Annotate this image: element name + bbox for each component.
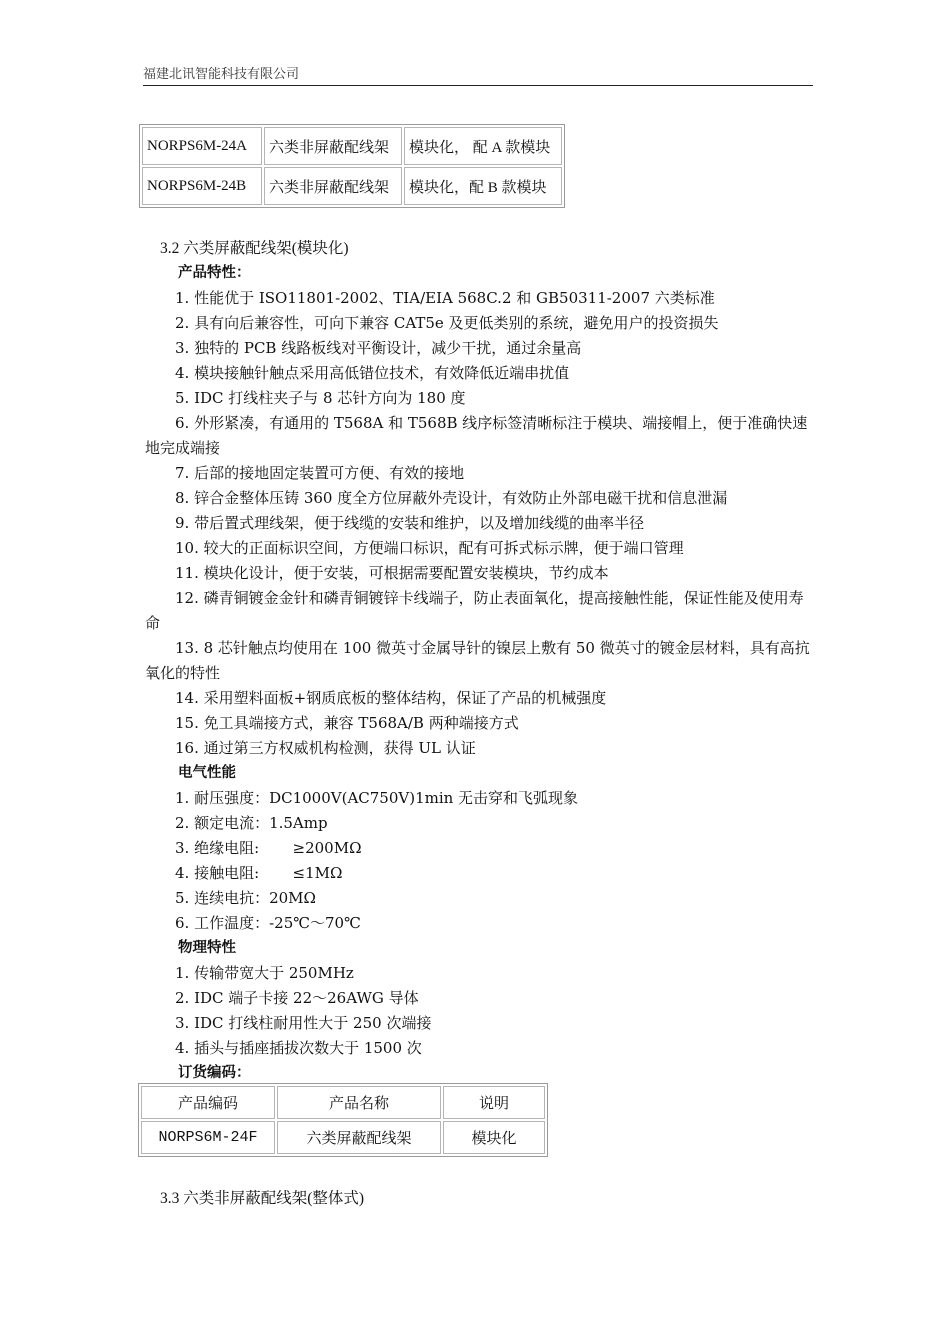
features-heading: 产品特性： [178,265,251,281]
list-item: 9. 带后置式理线架，便于线缆的安装和维护，以及增加线缆的曲率半径 [175,514,645,532]
physical-list [145,961,815,1061]
table-header-row [141,1086,545,1119]
list-item: 13. 8 芯针触点均使用在 100 微英寸金属导针的镍层上敷有 50 微英寸的镀金层材料，具有高抗氧化的特性 [145,639,810,682]
table-header-cell: 产品编码 [141,1086,275,1119]
section-3-3-title: 3.3 六类非屏蔽配线架(整体式) [160,1190,365,1207]
section-title: 3.2 六类屏蔽配线架(模块化) [160,240,349,257]
list-item: 12. 磷青铜镀金金针和磷青铜镀锌卡线端子，防止表面氧化，提高接触性能，保证性能及使用寿命 [145,589,804,632]
table-row [141,1121,545,1154]
table-header-cell: 说明 [443,1086,545,1119]
list-item: 6. 工作温度：-25℃～70℃ [175,914,361,932]
list-item: 2. 额定电流：1.5Amp [175,814,328,832]
list-item: 4. 模块接触针触点采用高低错位技术，有效降低近端串扰值 [175,364,570,382]
list-item: 16. 通过第三方权威机构检测，获得 UL 认证 [175,739,476,757]
list-item: 1. 耐压强度：DC1000V(AC750V)1min 无击穿和飞弧现象 [175,789,579,807]
physical-heading: 物理特性 [178,940,236,956]
table-header-cell: 产品名称 [277,1086,441,1119]
list-item: 8. 锌合金整体压铸 360 度全方位屏蔽外壳设计，有效防止外部电磁干扰和信息泄漏 [175,489,728,507]
order-heading: 订货编码： [178,1065,251,1081]
table-cell: 模块化 [443,1121,545,1154]
product-table-top [139,124,565,208]
list-item: 1. 传输带宽大于 250MHz [175,964,354,982]
list-item: 10. 较大的正面标识空间，方便端口标识，配有可拆式标示牌，便于端口管理 [175,539,684,557]
list-item: 4. 接触电阻: ≤1MΩ [175,864,343,882]
section-3-2 [145,236,815,1086]
table-cell: 模块化， 配 A 款模块 [404,127,562,165]
table-cell: 六类屏蔽配线架 [277,1121,441,1154]
table-cell: NORPS6M-24B [142,167,262,205]
table-cell: NORPS6M-24F [141,1121,275,1154]
features-list [145,286,815,761]
table-cell: 模块化，配 B 款模块 [404,167,562,205]
list-item: 2. IDC 端子卡接 22～26AWG 导体 [175,989,419,1007]
list-item: 3. 独特的 PCB 线路板线对平衡设计，减少干扰，通过余量高 [175,339,582,357]
list-item: 5. 连续电抗：20MΩ [175,889,316,907]
list-item: 2. 具有向后兼容性，可向下兼容 CAT5e 及更低类别的系统，避免用户的投资损失 [175,314,719,332]
table-row [142,167,562,205]
electrical-list [145,786,815,936]
order-code-table [138,1083,548,1157]
list-item: 3. IDC 打线柱耐用性大于 250 次端接 [175,1014,432,1032]
list-item: 4. 插头与插座插拔次数大于 1500 次 [175,1039,422,1057]
list-item: 15. 免工具端接方式，兼容 T568A/B 两种端接方式 [175,714,519,732]
list-item: 1. 性能优于 ISO11801-2002、TIA/EIA 568C.2 和 GB50311-2007 六类标准 [175,289,715,307]
list-item: 3. 绝缘电阻: ≥200MΩ [175,839,362,857]
list-item: 5. IDC 打线柱夹子与 8 芯针方向为 180 度 [175,389,466,407]
table-cell: 六类非屏蔽配线架 [264,127,402,165]
list-item: 14. 采用塑料面板+钢质底板的整体结构，保证了产品的机械强度 [175,689,607,707]
table-cell: 六类非屏蔽配线架 [264,167,402,205]
header-rule [143,85,813,86]
electrical-heading: 电气性能 [178,765,236,781]
table-row [142,127,562,165]
list-item: 6. 外形紧凑，有通用的 T568A 和 T568B 线序标签清晰标注于模块、端接帽上，便于准确快速地完成端接 [145,414,808,457]
table-cell: NORPS6M-24A [142,127,262,165]
page-header-company: 福建北讯智能科技有限公司 [143,67,300,82]
list-item: 7. 后部的接地固定装置可方便、有效的接地 [175,464,465,482]
list-item: 11. 模块化设计，便于安装，可根据需要配置安装模块，节约成本 [175,564,609,582]
